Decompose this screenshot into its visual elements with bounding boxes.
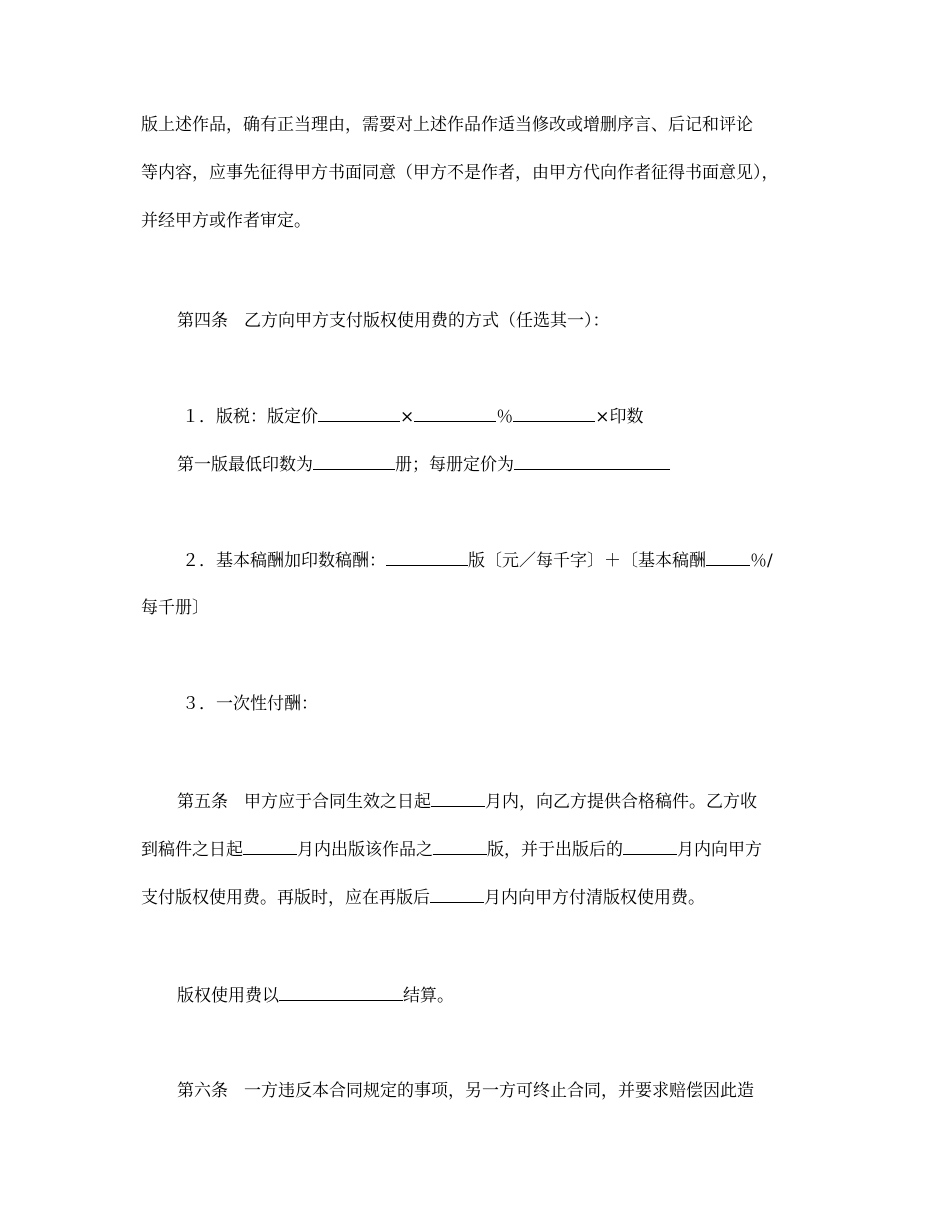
fill-in-blank[interactable] bbox=[431, 790, 485, 807]
fill-in-blank[interactable] bbox=[706, 549, 750, 566]
fill-in-blank[interactable] bbox=[318, 405, 400, 422]
payment-option-1: １．版税：版定价 × ％ ×印数 bbox=[182, 407, 644, 427]
article-label: 第四条 bbox=[177, 311, 228, 331]
fill-in-blank[interactable] bbox=[623, 838, 677, 855]
fill-in-blank[interactable] bbox=[430, 886, 484, 903]
payment-option-2: ２．基本稿酬加印数稿酬： 版〔元／每千字〕＋〔基本稿酬 ％/ bbox=[182, 551, 773, 571]
paragraph-line: 并经甲方或作者审定。 bbox=[141, 211, 311, 231]
fill-in-blank[interactable] bbox=[386, 549, 468, 566]
payment-option-1-line-2: 第一版最低印数为 册；每册定价为 bbox=[177, 453, 857, 476]
article-4-heading bbox=[177, 310, 857, 332]
fill-in-blank[interactable] bbox=[313, 453, 395, 470]
fill-in-blank[interactable] bbox=[514, 453, 670, 470]
fill-in-blank[interactable] bbox=[243, 838, 297, 855]
article-5-line-3: 支付版权使用费。再版时，应在再版后 月内向甲方付清版权使用费。 bbox=[141, 888, 705, 908]
article-label: 第六条 bbox=[177, 1081, 228, 1101]
payment-option-2-line-2: 每千册〕 bbox=[141, 598, 209, 618]
article-5-line-1: 第五条 甲方应于合同生效之日起 月内，向乙方提供合格稿件。乙方收 bbox=[177, 792, 757, 812]
fill-in-blank[interactable] bbox=[513, 405, 595, 422]
paragraph-line: 等内容，应事先征得甲方书面同意（甲方不是作者，由甲方代向作者征得书面意见）， bbox=[141, 163, 779, 183]
fill-in-blank[interactable] bbox=[414, 405, 496, 422]
article-5-line-2: 到稿件之日起 月内出版该作品之 版，并于出版后的 月内向甲方 bbox=[141, 840, 762, 860]
settlement-line: 版权使用费以 结算。 bbox=[177, 986, 454, 1006]
fill-in-blank[interactable] bbox=[433, 838, 487, 855]
paragraph-line: 版上述作品，确有正当理由，需要对上述作品作适当修改或增删序言、后记和评论 bbox=[141, 115, 753, 135]
article-label: 第五条 bbox=[177, 792, 228, 812]
payment-option-3: ３．一次性付酬： bbox=[182, 694, 318, 714]
article-6-line-1: 第六条 一方违反本合同规定的事项，另一方可终止合同，并要求赔偿因此造 bbox=[177, 1081, 754, 1101]
article-text: 乙方向甲方支付版权使用费的方式（任选其一）： bbox=[244, 311, 610, 331]
fill-in-blank[interactable] bbox=[279, 984, 403, 1001]
